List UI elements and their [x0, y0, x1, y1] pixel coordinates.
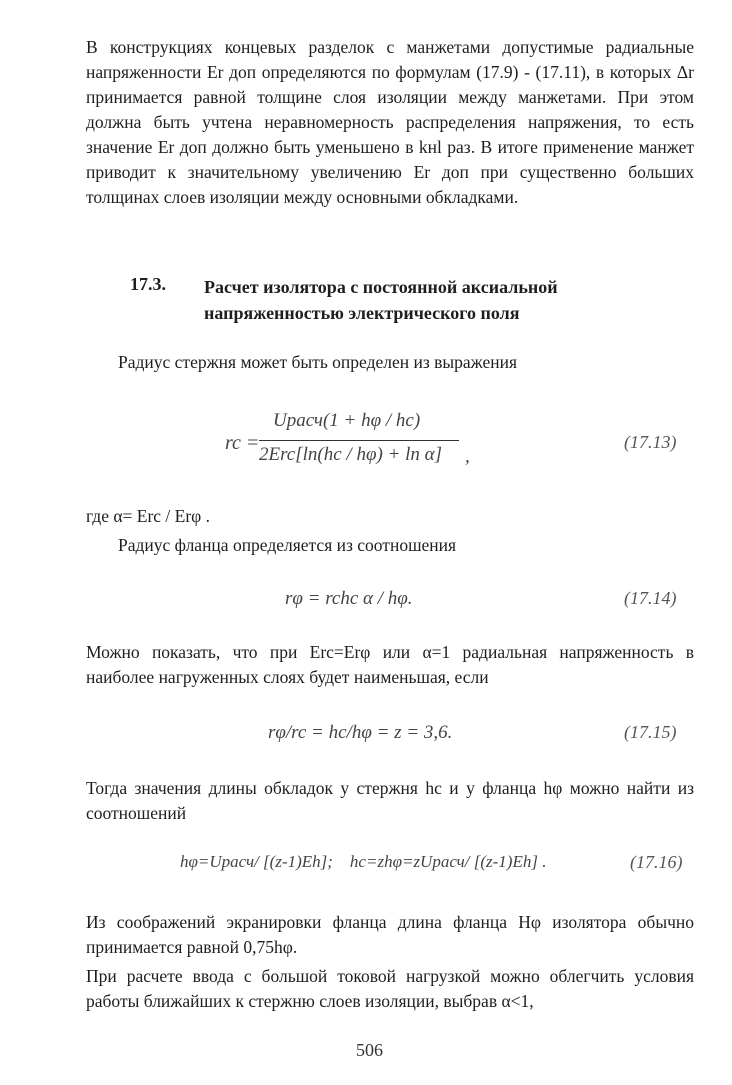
formula-17-14: rφ = rchc α / hφ. [285, 588, 413, 609]
formula-17-13-numerator: Uрасч(1 + hφ / hc) [273, 410, 421, 431]
section-number: 17.3. [130, 274, 166, 294]
formula-17-13-lhs: rc = [225, 432, 260, 454]
paragraph-flange-radius: Радиус фланца определяется из соотношения [118, 535, 457, 555]
where-alpha-definition: где α= Erc / Erφ . [86, 506, 211, 526]
section-title: Расчет изолятора с постоянной аксиальной напряженностью электрического поля [204, 277, 558, 323]
equation-number-17-14: (17.14) [624, 588, 677, 608]
paragraph-high-current: При расчете ввода с большой токовой нагрузкой можно облегчить условия работы ближайших к стержню слоев изоляции, выбрав α<1, [86, 966, 694, 1011]
paragraph-flange-shielding: Из соображений экранировки фланца длина фланца Hφ изолятора обычно принимается равной 0,75hφ. [86, 912, 694, 957]
formula-17-13-denominator: 2Erc[ln(hc / hφ) + ln α] [259, 444, 442, 465]
formula-17-13 [225, 410, 605, 480]
formula-17-15: rφ/rc = hc/hφ = z = 3,6. [268, 722, 453, 743]
equation-number-17-16: (17.16) [630, 852, 683, 872]
equation-number-17-13: (17.13) [624, 432, 677, 452]
paragraph-minimum-condition: Можно показать, что при Erc=Erφ или α=1 радиальная напряженность в наиболее нагруженных слоях будет наименьшая, если [86, 642, 694, 687]
formula-17-16: hφ=Uрасч/ [(z-1)Eh]; hc=zhφ=zUрасч/ [(z-1)Eh] . [180, 852, 547, 871]
paragraph-plate-lengths: Тогда значения длины обкладок у стержня hc и у фланца hφ можно найти из соотношений [86, 778, 694, 823]
paragraph-rod-radius: Радиус стержня может быть определен из выражения [118, 352, 518, 372]
page-number: 506 [356, 1040, 383, 1060]
formula-17-13-comma: , [465, 446, 470, 467]
fraction-bar [259, 440, 459, 441]
paragraph-manzhety: В конструкциях концевых разделок с манжетами допустимые радиальные напряженности Er доп определяются по формулам (17.9) - (17.11), в которых Δr принимается равной толщине слоя изоляции между манжетами. При этом должна быть учтена неравномерность распределения напряжения, то есть значение Er доп должно быть уменьшено в kнl раз. В итоге применение манжет приводит к значительному увеличению Er доп при существенно больших толщинах слоев изоляции между основными обкладками. [86, 37, 694, 207]
equation-number-17-15: (17.15) [624, 722, 677, 742]
